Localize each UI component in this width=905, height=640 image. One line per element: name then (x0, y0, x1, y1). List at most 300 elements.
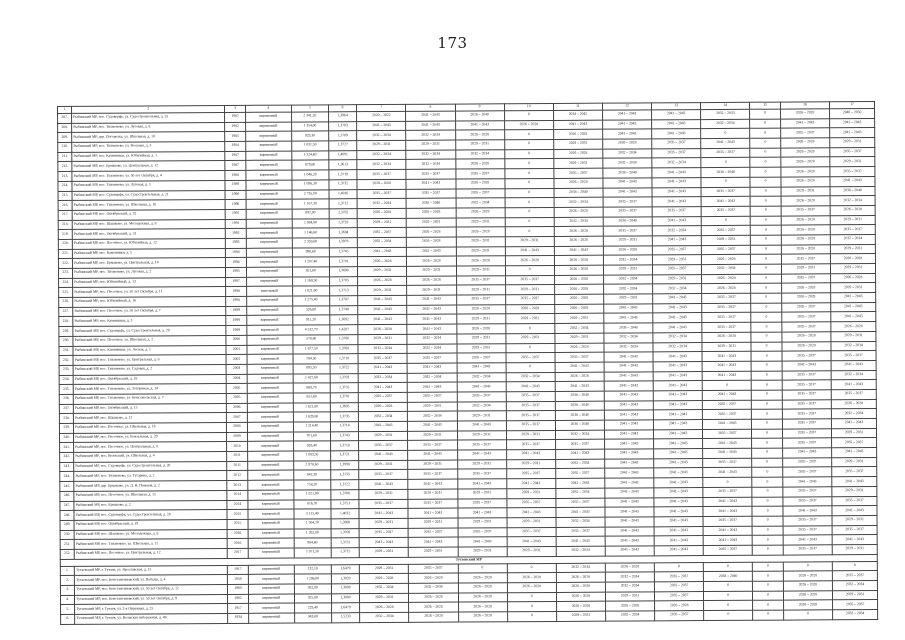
table-cell: 1,4091 (329, 150, 357, 160)
address-cell: Рыбинский МР, пос. Судоверфь, ул. Судостроительная, д. 28 (74, 510, 227, 521)
table-cell: 2041 – 2043 (702, 390, 751, 400)
table-cell: 2041 – 2043 (358, 383, 407, 393)
table-cell: 2026 – 2028 (458, 573, 507, 583)
address-cell: Рыбинский МР, пос. Судоверфь, ул. Судостроительная, д. 21 (72, 190, 225, 201)
table-cell: 0 (752, 409, 783, 419)
table-cell: 2041 – 2043 (703, 448, 752, 458)
table-cell: 2035 – 2037 (830, 225, 875, 235)
table-cell: 2041 – 2043 (654, 507, 703, 517)
table-cell: 2032 – 2034 (701, 119, 750, 129)
column-number-header: 7 (357, 104, 406, 111)
table-cell: 2026 – 2028 (702, 284, 751, 294)
table-cell: 2041 – 2043 (554, 246, 603, 256)
table-cell: 246. (60, 491, 74, 501)
table-cell: 2041 – 2043 (652, 236, 701, 246)
table-cell: 223. (58, 268, 72, 278)
column-number-header: 12 (602, 103, 651, 110)
address-cell: Рыбинский МР, пос. Шашково, ул. Молодежная, д. 6 (74, 529, 227, 540)
column-number-header: 14 (701, 102, 750, 109)
table-cell: 343,00 (294, 613, 331, 623)
table-cell: 1962 (228, 594, 249, 604)
table-cell: 0 (505, 324, 554, 334)
table-cell: 2026 – 2028 (781, 215, 830, 225)
table-cell: 2035 – 2037 (456, 188, 505, 198)
table-cell: 1,3694 (329, 228, 357, 238)
table-cell: 895,50 (293, 364, 330, 374)
table-cell: 2041 – 2043 (605, 517, 654, 527)
table-cell: 2035 – 2037 (456, 295, 505, 305)
table-cell: 245. (60, 482, 74, 492)
table-cell: 2029 – 2031 (554, 159, 603, 169)
table-cell: 2026 – 2028 (781, 225, 830, 235)
table-cell: 2035 – 2037 (781, 206, 830, 216)
table-cell: 355,00 (294, 594, 331, 604)
address-cell: Рыбинский МР, пос. Тихменево, ул. Тугарина, д. 2 (74, 471, 227, 482)
table-cell: кирпичный (248, 584, 294, 594)
table-cell: 2029 – 2031 (408, 460, 457, 470)
table-cell: 0 (505, 188, 554, 198)
table-cell: 0 (752, 419, 783, 429)
table-cell: 2026 – 2028 (556, 572, 605, 582)
table-cell: 2041 – 2043 (457, 382, 506, 392)
table-cell: 0 (702, 381, 751, 391)
table-cell: 2032 – 2034 (406, 130, 455, 140)
table-cell: 2026 – 2028 (555, 343, 604, 353)
table-cell: 2029 – 2031 (506, 488, 555, 498)
table-cell: кирпичный (246, 180, 292, 190)
table-cell: 2029 – 2031 (409, 547, 458, 557)
table-cell: 2000 (226, 335, 247, 345)
table-cell: 2032 – 2034 (555, 430, 604, 440)
table-cell: 2041 – 2043 (605, 536, 654, 546)
table-cell: 2035 – 2037 (506, 469, 555, 479)
table-cell: 2035 – 2037 (555, 352, 604, 362)
table-cell: 2026 – 2028 (458, 602, 507, 612)
table-cell: 242. (60, 452, 74, 462)
table-cell: 2032 – 2034 (605, 582, 654, 592)
table-cell: 2035 – 2037 (703, 429, 752, 439)
table-cell: 2038 – 2040 (830, 186, 875, 196)
table-cell: 1,3692 (330, 315, 358, 325)
table-cell: 0 (752, 400, 783, 410)
table-cell: 1 021,60 (292, 286, 329, 296)
table-cell: 0 (753, 600, 784, 610)
table-cell: 1,3735 (330, 412, 358, 422)
table-cell: 5. (61, 605, 75, 615)
table-cell: 1987 (225, 112, 246, 122)
table-cell: 0 (751, 283, 782, 293)
table-cell: 1,3732 (329, 179, 357, 189)
table-cell: 1,6479 (331, 564, 359, 574)
table-cell: 2035 – 2037 (556, 527, 605, 537)
table-cell: 0 (458, 563, 507, 573)
table-cell: 2041 – 2043 (654, 545, 703, 555)
table-cell: 2035 – 2037 (702, 303, 751, 313)
table-cell: 2035 – 2037 (832, 496, 877, 506)
table-cell: 2003 (226, 364, 247, 374)
table-cell: кирпичный (246, 170, 292, 180)
table-cell: 0 (752, 390, 783, 400)
address-cell: Рыбинский МР, пос. Тихменево, ул. Школьная, д. 16 (72, 200, 225, 211)
table-cell: 2035 – 2037 (506, 440, 555, 450)
table-cell: 2029 – 2031 (831, 264, 876, 274)
table-cell: 248. (60, 511, 74, 521)
address-cell: Рыбинский МР, пос. Шашково, д. 12 (74, 413, 227, 424)
table-cell: 2026 – 2028 (702, 274, 751, 284)
table-cell: 2041 – 2043 (359, 421, 408, 431)
table-cell: 0 (750, 177, 781, 187)
table-cell: 2035 – 2037 (406, 169, 455, 179)
table-cell: 2011 (227, 461, 248, 471)
table-cell: 2035 – 2037 (408, 528, 457, 538)
table-cell: 233. (59, 365, 73, 375)
table-cell: 1 046,20 (292, 170, 329, 180)
table-cell: 2041 – 2043 (358, 247, 407, 257)
table-cell: 2041 – 2043 (506, 479, 555, 489)
table-cell: 2032 – 2034 (406, 160, 455, 170)
table-cell: 2041 – 2043 (408, 479, 457, 489)
table-cell: 2029 – 2031 (604, 294, 653, 304)
table-cell: 2026 – 2040 (455, 111, 504, 121)
table-cell: 2041 – 2043 (703, 536, 752, 546)
table-cell: 2026 – 2028 (456, 305, 505, 315)
table-cell: 1,5233 (331, 613, 359, 623)
table-cell: 2026 – 2028 (702, 332, 751, 342)
table-cell: 0 (703, 477, 752, 487)
table-cell: 1,3702 (329, 209, 357, 219)
table-cell: кирпичный (248, 565, 294, 575)
table-cell: 2041 – 2043 (653, 352, 702, 362)
table-cell: 1,3743 (330, 431, 358, 441)
table-cell: 2026 – 2028 (556, 602, 605, 612)
address-cell: Рыбинский МР, пос. Тихменево, ул. Луговая, д. 2 (73, 267, 226, 278)
table-cell: 2026 – 2028 (455, 159, 504, 169)
table-cell: 869,70 (293, 383, 330, 393)
table-cell: 0 (506, 362, 555, 372)
table-cell: кирпичный (246, 131, 292, 141)
table-cell: 2041 – 2043 (654, 526, 703, 536)
table-cell: 2041 – 2043 (832, 448, 877, 458)
table-cell: 2001 (226, 345, 247, 355)
address-cell: Рыбинский МР, пос. Каменники, д. 3 (73, 316, 226, 327)
table-cell: 2035 – 2037 (506, 391, 555, 401)
table-cell: 2041 – 2043 (604, 430, 653, 440)
table-cell: 0 (752, 448, 783, 458)
table-cell: 2011 (227, 451, 248, 461)
address-cell: Рыбинский МР, пос. Волжский, ул. Школьная, д. 4 (74, 452, 227, 463)
table-cell: 2035 – 2037 (832, 438, 877, 448)
table-cell: 2035 – 2037 (358, 392, 407, 402)
table-cell: 2041 – 2043 (654, 439, 703, 449)
table-cell: 2032 – 2034 (653, 332, 702, 342)
table-cell: кирпичный (247, 403, 293, 413)
table-cell: 2041 – 2043 (783, 535, 832, 545)
table-cell: кирпичный (246, 257, 292, 267)
table-cell: 2029 – 2031 (359, 489, 408, 499)
table-cell: 2026 – 2028 (360, 574, 409, 584)
table-cell: 2032 – 2034 (831, 409, 876, 419)
table-cell: 897,90 (292, 209, 329, 219)
table-cell: 213. (58, 172, 72, 182)
table-cell: 2041 – 2043 (408, 450, 457, 460)
table-cell: 1998 (226, 296, 247, 306)
table-cell: 2041 – 2043 (604, 439, 653, 449)
table-cell: 2032 – 2034 (702, 264, 751, 274)
table-cell: 2041 – 2043 (703, 506, 752, 516)
table-cell: 0 (784, 610, 833, 620)
table-cell: 1,3728 (329, 218, 357, 228)
table-cell: 228. (59, 317, 73, 327)
table-cell: 1 214,40 (293, 422, 330, 432)
table-cell: 2041 – 2043 (654, 429, 703, 439)
table-cell: 2035 – 2037 (357, 189, 406, 199)
table-cell: 2026 – 2028 (830, 254, 875, 264)
table-cell: 0 (752, 497, 783, 507)
table-cell: 2035 – 2037 (830, 167, 875, 177)
table-cell: 238. (59, 414, 73, 424)
address-cell: Рыбинский МР, пос. Тихменево, ул. Комсомольская, д. 7 (73, 393, 226, 404)
table-cell: 2029 – 2031 (553, 139, 602, 149)
table-cell: 1 021,90 (294, 490, 331, 500)
table-cell: 2035 – 2037 (652, 139, 701, 149)
table-cell: 1,3695 (330, 402, 358, 412)
table-cell: 2032 – 2034 (360, 612, 409, 622)
table-cell: 0 (751, 225, 782, 235)
table-cell: 2032 – 2034 (407, 373, 456, 383)
table-cell: кирпичный (248, 538, 294, 548)
table-cell: 2029 – 2031 (702, 342, 751, 352)
address-cell: Тутаевский МР, г. Тутаев, ул. Ярославская, д. 15 (74, 565, 227, 576)
table-cell: 2038 – 2040 (555, 420, 604, 430)
column-number-header: 1 (58, 106, 72, 113)
address-cell: Рыбинский МР, пос. Песочное, ул. Юбилейная, д. 12 (73, 238, 226, 249)
table-cell: 1,3760 (330, 334, 358, 344)
table-cell: 2029 – 2031 (556, 611, 605, 621)
table-cell: 2032 – 2034 (556, 546, 605, 556)
table-cell: 1 146,60 (292, 228, 329, 238)
table-cell: 1999 (226, 316, 247, 326)
table-cell: 2032 – 2034 (603, 255, 652, 265)
table-cell: кирпичный (247, 383, 293, 393)
table-cell: 2029 – 2031 (456, 314, 505, 324)
table-cell: 2012 (227, 471, 248, 481)
table-cell: 2032 – 2034 (357, 199, 406, 209)
table-cell: 2029 – 2031 (360, 564, 409, 574)
table-cell: 0 (701, 177, 750, 187)
table-cell: 1,3976 (329, 238, 357, 248)
table-cell: 2041 – 2043 (830, 176, 875, 186)
table-cell: 2041 – 2043 (359, 509, 408, 519)
table-cell: 2041 – 2043 (653, 400, 702, 410)
table-cell: 1,3703 (328, 121, 356, 131)
column-number-header: 15 (750, 102, 781, 109)
table-cell: 0 (504, 159, 553, 169)
table-cell: 2035 – 2037 (701, 148, 750, 158)
table-cell: 236. (59, 394, 73, 404)
table-cell: 816,70 (294, 499, 331, 509)
column-number-header: 16 (780, 102, 829, 109)
table-cell: 2038 – 2040 (603, 168, 652, 178)
table-cell: 2029 – 2031 (832, 457, 877, 467)
table-cell: 2026 – 2028 (556, 582, 605, 592)
table-cell: 215. (58, 191, 72, 201)
table-cell: 2035 – 2037 (783, 516, 832, 526)
table-cell: 2032 – 2034 (358, 237, 407, 247)
table-cell: кирпичный (247, 422, 293, 432)
table-cell: 0 (505, 217, 554, 227)
table-cell: 842,30 (293, 470, 330, 480)
address-cell: Рыбинский МР, пос. Каменники, ул. Лесная, д. 1 (73, 345, 226, 356)
table-cell: 2026 – 2028 (702, 255, 751, 265)
table-cell: 2026 – 2028 (554, 207, 603, 217)
table-cell: 2026 – 2028 (407, 256, 456, 266)
table-cell: 2029 – 2031 (830, 138, 875, 148)
table-cell: 2029 – 2031 (507, 517, 556, 527)
table-cell: 2029 – 2031 (359, 460, 408, 470)
table-cell: 2035 – 2037 (781, 128, 830, 138)
table-cell: 2029 – 2031 (653, 274, 702, 284)
table-cell: 209. (58, 133, 72, 143)
table-cell: 2035 – 2037 (506, 353, 555, 363)
table-cell: 2041 – 2043 (457, 479, 506, 489)
address-cell: Рыбинский МР, пос. Тихменево, ул. Школьная, д. 11 (74, 539, 227, 550)
table-cell: 2035 – 2037 (505, 295, 554, 305)
table-cell: 2041 – 2043 (555, 362, 604, 372)
table-cell: 2041 – 2043 (604, 371, 653, 381)
table-cell: 1 124,60 (291, 151, 328, 161)
table-cell: 2026 – 2028 (555, 304, 604, 314)
table-cell: 0 (507, 602, 556, 612)
address-cell: Рыбинский МР, пос. Каменники, д. 5 (73, 248, 226, 259)
table-cell: 234. (59, 375, 73, 385)
table-cell: 2029 – 2031 (407, 218, 456, 228)
table-cell: 2041 – 2043 (702, 351, 751, 361)
table-cell: 2041 – 2043 (602, 110, 651, 120)
table-cell: 2029 – 2031 (458, 518, 507, 528)
table-cell: кирпичный (247, 316, 293, 326)
table-cell: 971,60 (293, 432, 330, 442)
table-cell: 2007 (226, 413, 247, 423)
table-cell: 2005 (226, 384, 247, 394)
table-cell: 0 (751, 361, 782, 371)
table-cell: 2041 – 2043 (603, 129, 652, 139)
table-cell: 2026 – 2028 (507, 573, 556, 583)
column-number-header: 6 (328, 105, 356, 112)
table-cell: 2032 – 2034 (603, 275, 652, 285)
table-cell: 2026 – 2028 (783, 590, 832, 600)
address-cell: Тутаевский МР, пос. Константиновский, ул. 50 лет Октября, д. 12 (75, 584, 228, 595)
table-cell: 216. (58, 201, 72, 211)
address-cell: Рыбинский МР, пос. Тихменево, ул. Восьмая, д. 3 (72, 142, 225, 153)
table-cell: 2041 – 2043 (782, 361, 831, 371)
table-cell: 1 093,50 (293, 451, 330, 461)
table-cell: 207. (58, 113, 72, 123)
table-cell: 0 (750, 206, 781, 216)
table-cell: 239. (59, 423, 73, 433)
table-cell: 1992 (225, 229, 246, 239)
table-cell: 0 (704, 591, 753, 601)
table-cell: 2041 – 2043 (603, 120, 652, 130)
table-cell: 2035 – 2037 (603, 226, 652, 236)
table-cell: 2041 – 2043 (830, 118, 875, 128)
table-cell: 2032 – 2034 (603, 149, 652, 159)
table-body (58, 109, 878, 625)
column-number-header: 11 (553, 103, 602, 110)
table-cell: 2029 – 2031 (555, 333, 604, 343)
table-cell: 2032 – 2034 (604, 342, 653, 352)
table-cell: 2026 – 2028 (554, 265, 603, 275)
table-cell: 2032 – 2034 (605, 572, 654, 582)
table-cell: 0 (654, 562, 703, 572)
table-cell: 0 (753, 610, 784, 620)
table-cell: 2026 – 2028 (407, 237, 456, 247)
table-cell: 2041 – 2043 (358, 315, 407, 325)
table-cell: 1 354,00 (291, 122, 328, 132)
table-cell: 1999 (226, 306, 247, 316)
table-cell: 1989 (225, 180, 246, 190)
table-cell: 2035 – 2037 (359, 528, 408, 538)
table-cell: 2032 – 2034 (832, 580, 877, 590)
address-cell: Рыбинский МР, пос. Песочное, ул. Вокзальная, д. 29 (74, 432, 227, 443)
table-cell: 0 (704, 610, 753, 620)
table-cell: 2029 – 2031 (456, 334, 505, 344)
table-cell: 2041 – 2043 (407, 315, 456, 325)
table-cell: 2041 – 2043 (703, 468, 752, 478)
table-cell: 1,3613 (329, 160, 357, 170)
table-cell: 2032 – 2034 (604, 333, 653, 343)
table-cell: 243. (60, 462, 74, 472)
table-cell: 2016 (227, 529, 248, 539)
table-cell: 2026 – 2028 (357, 179, 406, 189)
table-cell: 2041 – 2043 (702, 361, 751, 371)
table-cell: 2026 – 2028 (507, 582, 556, 592)
table-cell: 2035 – 2037 (782, 312, 831, 322)
table-cell: 1,3727 (329, 141, 357, 151)
table-cell: 0 (751, 235, 782, 245)
table-cell: 2032 – 2034 (652, 158, 701, 168)
table-cell: 2029 – 2031 (832, 544, 877, 554)
table-cell: 2035 – 2037 (655, 591, 704, 601)
table-cell: 2035 – 2037 (506, 401, 555, 411)
table-cell: 1990 (225, 190, 246, 200)
table-cell: 2026 – 2028 (554, 149, 603, 159)
table-cell: 2041 – 2043 (653, 361, 702, 371)
table-cell: 0 (701, 158, 750, 168)
table-cell: 2029 – 2031 (457, 489, 506, 499)
housing-schedule-table (57, 101, 878, 625)
table-cell: 2026 – 2028 (458, 583, 507, 593)
table-cell: 2026 – 2028 (781, 148, 830, 158)
table-cell: 2035 – 2037 (652, 148, 701, 158)
table-cell: 224. (59, 278, 73, 288)
table-cell: 2035 – 2037 (409, 564, 458, 574)
table-cell: 2032 – 2034 (556, 563, 605, 573)
table-cell: 2041 – 2043 (457, 508, 506, 518)
table-cell: 2041 – 2043 (406, 121, 455, 131)
table-cell: 2041 – 2043 (604, 400, 653, 410)
table-cell: 1,3998 (330, 460, 358, 470)
table-cell: 2041 – 2043 (653, 294, 702, 304)
table-cell: 1,3745 (329, 247, 357, 257)
table-cell: 2029 – 2031 (359, 547, 408, 557)
table-cell: 2035 – 2037 (783, 545, 832, 555)
address-cell: Рыбинский МР, пос. Песочное, ул. Центральная, д. 12 (74, 548, 227, 559)
table-cell: 2026 – 2028 (358, 276, 407, 286)
table-cell: 2035 – 2037 (782, 390, 831, 400)
table-cell: кирпичный (246, 219, 292, 229)
table-cell: 0 (753, 571, 784, 581)
table-cell: 2008 (227, 422, 248, 432)
